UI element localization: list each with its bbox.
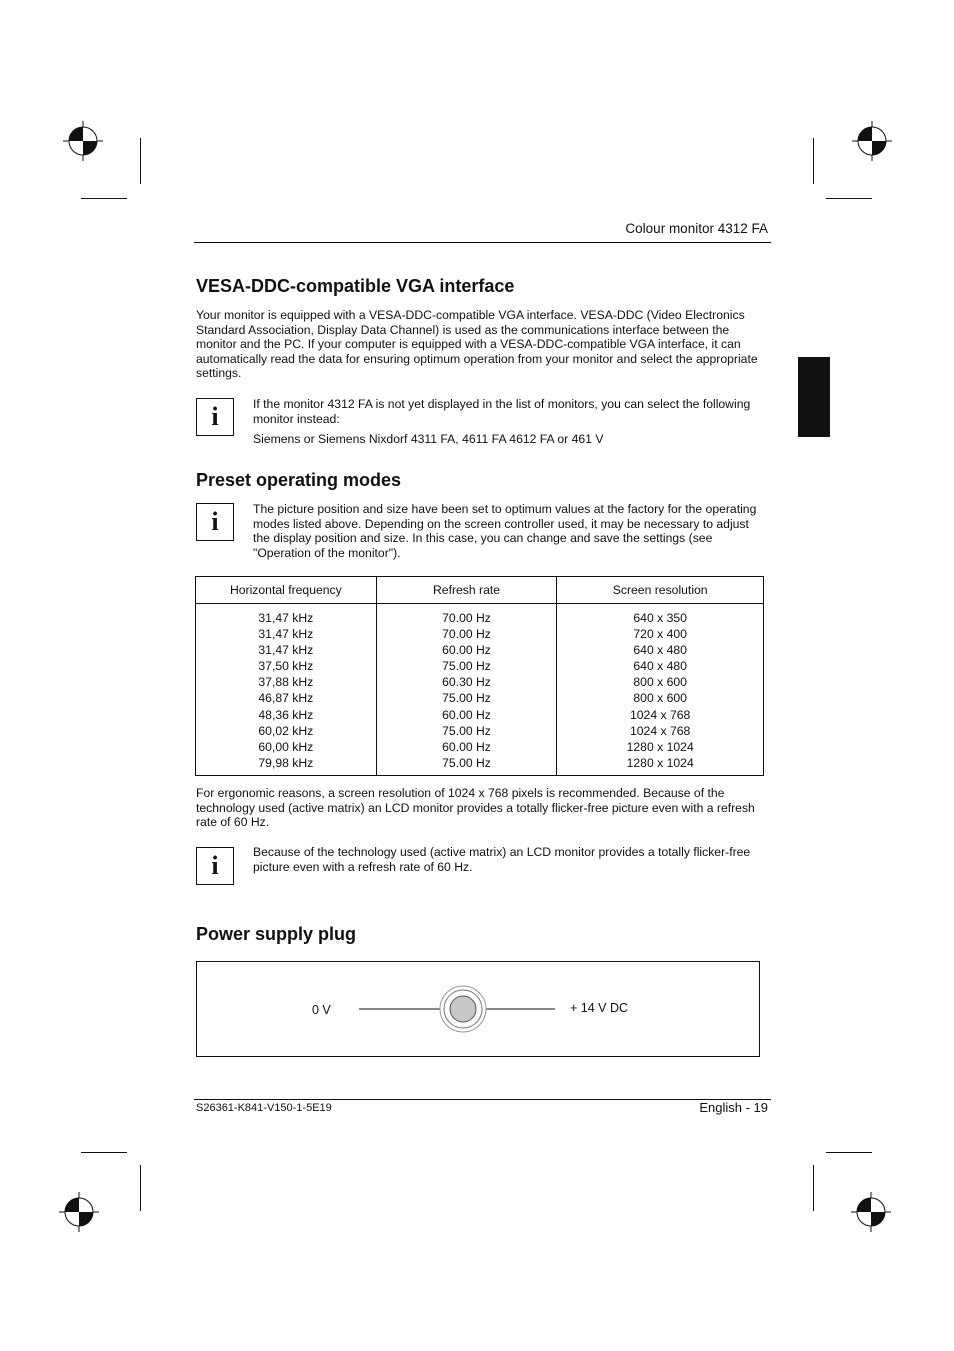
table-cell: 60.00 Hz [442, 739, 491, 754]
table-cell: 48,36 kHz [258, 707, 314, 722]
table-cell: 60,02 kHz [258, 723, 314, 738]
table-cell: 70.00 Hz [442, 611, 491, 625]
vesa-note-alternatives: Siemens or Siemens Nixdorf 4311 FA, 4611 FA 4612 FA or 461 V [253, 432, 604, 446]
heading-preset: Preset operating modes [196, 470, 402, 490]
running-header: Colour monitor 4312 FA [625, 221, 768, 236]
heading-vesa: VESA-DDC-compatible VGA interface [196, 276, 515, 296]
header-rule [194, 242, 771, 243]
table-cell: 640 x 480 [633, 659, 687, 674]
table-cell: 800 x 600 [633, 691, 687, 706]
preset-note: The picture position and size have been set to optimum values at the factory for the operating modes listed above. Depending on the screen controller used, it may be necessary to adjust the display position and size. In this case, you can change and save the settings (see "Operation of the monitor"). [253, 502, 757, 560]
table-cell: 31,47 kHz [258, 643, 314, 658]
heading-power: Power supply plug [196, 924, 357, 944]
table-cell: 37,88 kHz [258, 675, 314, 690]
crop-line [826, 1152, 872, 1153]
refresh-rate-column [376, 604, 557, 776]
thumb-index-tab [798, 357, 830, 437]
ergonomic-text: For ergonomic reasons, a screen resolution of 1024 x 768 pixels is recommended. Because of the technology used (active matrix) an LCD monitor provides a totally flicker-free picture even with a refresh rate of 60 Hz. [196, 786, 755, 830]
table-cell: 31,47 kHz [258, 611, 314, 625]
table-cell: 60.00 Hz [442, 643, 491, 658]
table-cell: 1280 x 1024 [626, 739, 694, 754]
document-number: S26361-K841-V150-1-5E19 [196, 1102, 332, 1114]
footer-rule [194, 1099, 771, 1100]
info-icon: i [196, 503, 234, 541]
table-cell: 1024 x 768 [630, 723, 691, 738]
crop-line [826, 198, 872, 199]
vesa-note: If the monitor 4312 FA is not yet displayed in the list of monitors, you can select the following monitor instead: [253, 397, 751, 426]
table-cell: 75.00 Hz [442, 691, 491, 706]
vesa-body: Your monitor is equipped with a VESA-DDC-compatible VGA interface. VESA-DDC (Video Electronics Standard Association, Display Data Channel) is used as the communications interface between the monitor and the PC. If your computer is equipped with a VESA-DDC-compatible VGA interface, it can automatically read the data for ensuring optimum operation from your monitor and select the appropriate settings. [196, 308, 758, 381]
table-cell: 60.30 Hz [442, 675, 491, 690]
table-cell: 60.00 Hz [442, 707, 491, 722]
plug-label-left: 0 V [312, 1003, 331, 1017]
column-header: Refresh rate [376, 577, 557, 604]
table-cell: 46,87 kHz [258, 691, 314, 706]
table-cell: 1280 x 1024 [626, 755, 694, 770]
info-icon: i [196, 398, 234, 436]
table-cell: 1024 x 768 [630, 707, 691, 722]
table-cell: 60,00 kHz [258, 739, 314, 754]
table-cell: 75.00 Hz [442, 723, 491, 738]
table-cell: 70.00 Hz [442, 627, 491, 642]
registration-mark-bottom-right [851, 1192, 891, 1232]
table-cell: 800 x 600 [633, 675, 687, 690]
registration-mark-top-right [852, 121, 892, 161]
crop-line [81, 1152, 127, 1153]
registration-mark-top-left [63, 121, 103, 161]
table-cell: 640 x 480 [633, 643, 687, 658]
power-plug-connector-icon [355, 983, 560, 1035]
column-header: Screen resolution [557, 577, 764, 604]
table-cell: 79,98 kHz [258, 755, 314, 770]
table-cell: 37,50 kHz [258, 659, 314, 674]
column-header: Horizontal frequency [196, 577, 377, 604]
table-cell: 640 x 350 [633, 611, 687, 625]
crop-line [140, 1165, 141, 1211]
screen-resolution-column [557, 604, 764, 776]
table-cell: 75.00 Hz [442, 755, 491, 770]
plug-label-right: + 14 V DC [570, 1001, 629, 1015]
info-icon: i [196, 847, 234, 885]
flicker-note: Because of the technology used (active matrix) an LCD monitor provides a totally flicker-free picture even with a refresh rate of 60 Hz. [253, 845, 751, 874]
page-number: English - 19 [699, 1100, 768, 1115]
table-cell: 31,47 kHz [258, 627, 314, 642]
table-row [196, 604, 764, 776]
registration-mark-bottom-left [59, 1192, 99, 1232]
horizontal-frequency-column [196, 604, 377, 776]
crop-line [81, 198, 127, 199]
table-cell: 75.00 Hz [442, 659, 491, 674]
crop-line [813, 1165, 814, 1211]
operating-modes-table [195, 576, 764, 776]
crop-line [813, 138, 814, 184]
table-cell: 720 x 400 [633, 627, 687, 642]
crop-line [140, 138, 141, 184]
table-header-row [196, 577, 764, 604]
